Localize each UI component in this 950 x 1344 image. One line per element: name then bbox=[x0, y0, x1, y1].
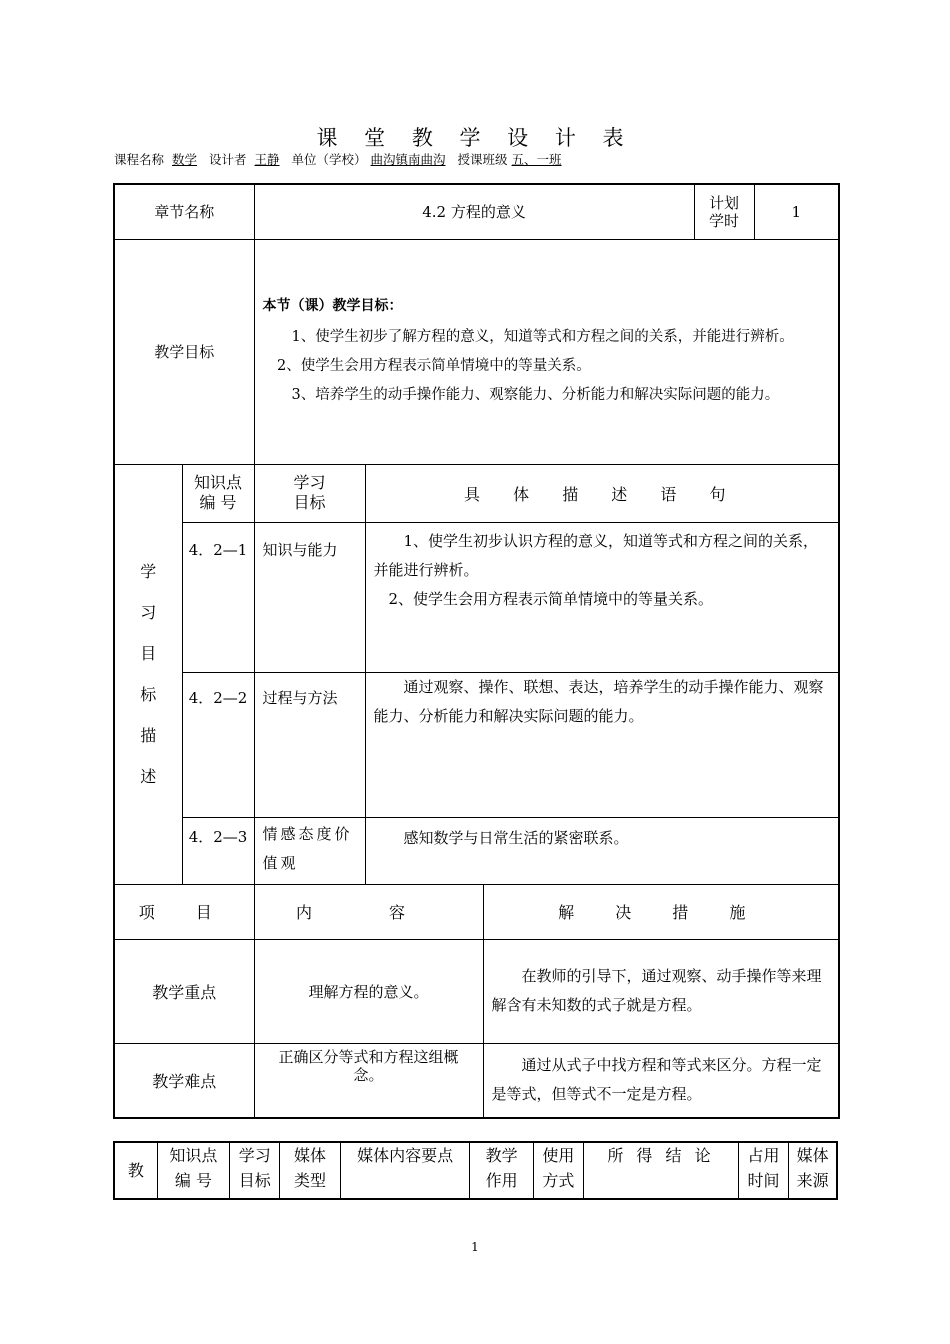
class-label: 授课班级 bbox=[457, 152, 508, 167]
learning-goal: 情感态度价值观 bbox=[254, 817, 365, 884]
teaching-goal-content bbox=[254, 239, 839, 464]
keypoint-row bbox=[114, 1043, 839, 1118]
media-col-goal: 学习目标 bbox=[230, 1142, 280, 1199]
unit-value: 曲沟镇南曲沟 bbox=[370, 152, 446, 167]
col-item: 项 目 bbox=[114, 884, 254, 939]
designer-value: 王静 bbox=[254, 152, 280, 167]
col-knowledge-code: 知识点 编 号 bbox=[182, 464, 254, 522]
plan-hours-label: 计划学时 bbox=[694, 184, 754, 239]
learning-row bbox=[114, 817, 839, 884]
media-header-row bbox=[114, 1142, 837, 1199]
col-description: 具 体 描 述 语 句 bbox=[365, 464, 839, 522]
chapter-label: 章节名称 bbox=[114, 184, 254, 239]
knowledge-code: 4．2—1 bbox=[182, 522, 254, 672]
learning-goal: 知识与能力 bbox=[254, 522, 365, 672]
teaching-goal-item: 3、培养学生的动手操作能力、观察能力、分析能力和解决实际问题的能力。 bbox=[291, 387, 780, 403]
teaching-goal-item: 2、使学生会用方程表示简单情境中的等量关系。 bbox=[277, 358, 591, 374]
document-title: 课 堂 教 学 设 计 表 bbox=[316, 126, 634, 150]
col-content: 内 容 bbox=[254, 884, 483, 939]
media-col-type: 媒体类型 bbox=[280, 1142, 340, 1199]
keypoint-measure: 通过从式子中找方程和等式来区分。方程一定是等式，但等式不一定是方程。 bbox=[483, 1043, 839, 1118]
class-value: 五、一班 bbox=[511, 152, 562, 167]
knowledge-code: 4．2—3 bbox=[182, 817, 254, 884]
media-col-code: 知识点编 号 bbox=[157, 1142, 229, 1199]
keypoint-content: 正确区分等式和方程这组概念。 bbox=[254, 1043, 483, 1118]
knowledge-code: 4．2—2 bbox=[182, 672, 254, 817]
course-label: 课程名称 bbox=[114, 152, 165, 167]
chapter-row bbox=[114, 184, 839, 239]
media-col-teach: 教 bbox=[114, 1142, 157, 1199]
learning-row bbox=[114, 672, 839, 817]
teaching-goal-item: 1、使学生初步了解方程的意义，知道等式和方程之间的关系，并能进行辨析。 bbox=[291, 329, 794, 345]
media-col-role: 教学作用 bbox=[470, 1142, 533, 1199]
learning-side-label: 学 习 目 标 描 述 bbox=[114, 464, 182, 884]
learning-row bbox=[114, 522, 839, 672]
media-col-usage: 使用方式 bbox=[533, 1142, 583, 1199]
learning-description: 感知数学与日常生活的紧密联系。 bbox=[365, 817, 839, 884]
lesson-design-table bbox=[113, 183, 840, 1119]
media-col-time: 占用时间 bbox=[738, 1142, 788, 1199]
course-meta-line bbox=[114, 150, 566, 168]
learning-goal: 过程与方法 bbox=[254, 672, 365, 817]
page-number: 1 bbox=[471, 1240, 479, 1254]
plan-hours-value: 1 bbox=[754, 184, 839, 239]
learning-description: 1、使学生初步认识方程的意义，知道等式和方程之间的关系，并能进行辨析。 2、使学生会用方程表示简单情境中的等量关系。 bbox=[365, 522, 839, 672]
media-col-content: 媒体内容要点 bbox=[340, 1142, 470, 1199]
unit-label: 单位（学校） bbox=[291, 152, 367, 167]
learning-description: 通过观察、操作、联想、表达，培养学生的动手操作能力、观察能力、分析能力和解决实际问题的能力。 bbox=[365, 672, 839, 817]
learning-header-row bbox=[114, 464, 839, 522]
designer-label: 设计者 bbox=[209, 152, 247, 167]
chapter-name: 4.2 方程的意义 bbox=[254, 184, 694, 239]
teaching-goal-heading: 本节（课）教学目标： bbox=[262, 298, 403, 314]
course-value: 数学 bbox=[172, 152, 198, 167]
keypoint-row bbox=[114, 939, 839, 1043]
keypoint-item: 教学难点 bbox=[114, 1043, 254, 1118]
media-table bbox=[113, 1141, 838, 1200]
col-measures: 解 决 措 施 bbox=[483, 884, 839, 939]
media-col-conclusion: 所 得 结 论 bbox=[584, 1142, 739, 1199]
keypoint-item: 教学重点 bbox=[114, 939, 254, 1043]
keypoint-content: 理解方程的意义。 bbox=[254, 939, 483, 1043]
keypoints-header-row bbox=[114, 884, 839, 939]
teaching-goal-row bbox=[114, 239, 839, 464]
media-col-source: 媒体来源 bbox=[789, 1142, 837, 1199]
keypoint-measure: 在教师的引导下，通过观察、动手操作等来理解含有未知数的式子就是方程。 bbox=[483, 939, 839, 1043]
teaching-goal-label: 教学目标 bbox=[114, 239, 254, 464]
col-learning-goal: 学习 目标 bbox=[254, 464, 365, 522]
